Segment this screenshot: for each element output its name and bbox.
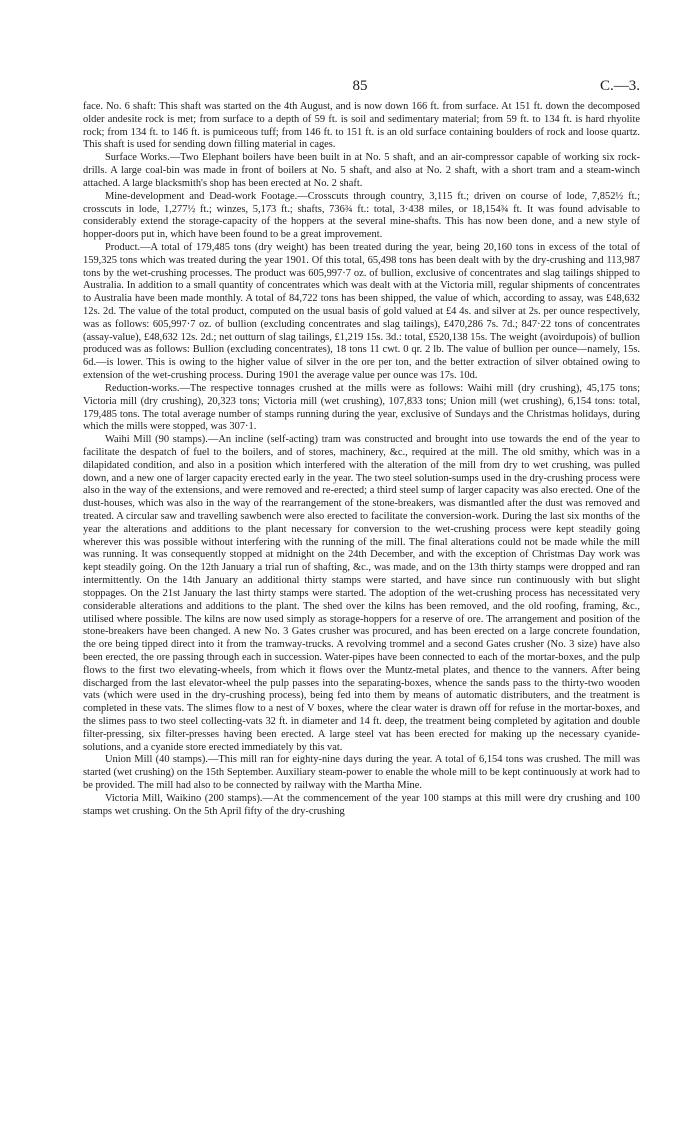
document-reference: C.—3. [599, 78, 640, 94]
paragraph-mine-development: Mine-development and Dead-work Footage.—Crosscuts through country, 3,115 ft.; driven on course of lode, 7,852½ ft.; crosscuts in lode, 1,277½ ft.; winzes, 5,173 ft.; shafts, 736¾ ft.: total, 3·438 miles, or 18,154¾ ft. It was found advisable to considerably extend the storage-capacity of the hoppers at the several mine-shafts. This has now been done, and a new style of hopper-doors put in, which have been found to be a great improvement. [83, 190, 640, 241]
paragraph-reduction-works: Reduction-works.—The respective tonnages crushed at the mills were as follows: Waihi mill (dry crushing), 45,175 tons; Victoria mill (dry crushing), 20,323 tons; Victoria mill (wet crushing), 107,833 tons; Union mill (wet crushing), 6,154 tons: total, 179,485 tons. The total average number of stamps running during the year, exclusive of Sundays and the Christmas holidays, during which the mills were stopped, was 307·1. [83, 382, 640, 433]
paragraph-union-mill: Union Mill (40 stamps).—This mill ran for eighty-nine days during the year. A total of 6,154 tons was crushed. The mill was started (wet crushing) on the 15th September. Auxiliary steam-power to enable the whole mill to be kept continuously at work had to be provided. The mill had also to be connected by railway with the Martha Mine. [83, 754, 640, 792]
paragraph-surface-works: Surface Works.—Two Elephant boilers have been built in at No. 5 shaft, and an air-compressor capable of working six rock-drills. A large coal-bin was made in front of boilers at No. 5 shaft, and also at No. 2 shaft, with a short tram and a steam-winch attached. A large blacksmith's shop has been erected at No. 2 shaft. [83, 152, 640, 189]
paragraph-shaft-no6: face. No. 6 shaft: This shaft was started on the 4th August, and is now down 166 ft. from surface. At 151 ft. down the decomposed older andesite rock is met; from surface to a depth of 59 ft. is soil and sedimentary material; from 59 ft. to 134 ft. is hard rhyolite rock; from 134 ft. to 146 ft. is pumiceous tuff; from 146 ft. to 151 ft. is an old surface containing boulders of rock and loose quartz. This shaft is used for sending down filling material in cages. [83, 101, 640, 151]
paragraph-waihi-mill: Waihi Mill (90 stamps).—An incline (self-acting) tram was constructed and brought into use towards the end of the year to facilitate the despatch of fuel to the boilers, and of stores, machinery, &c., required at the mill. The old smithy, which was in a dilapidated condition, and also in a position which interfered with the alteration of the mill from dry to wet crushing, was pulled down, and a new one of larger capacity erected early in the year. The two steel solution-sumps used in the dry-crushing process were also in the way of the extensions, and were removed and re-erected; a third steel sump of larger capacity was also erected. One of the dust-houses, which was also in the way of the rearrangement of the stone-breakers, was dismantled after the dust was removed and treated. A circular saw and travelling sawbench were also erected to facilitate the conversion-work. During the last six months of the year the alterations and additions to the plant necessary for conversion to the wet-crushing process were kept steadily going wherever this was possible without interfering with the running of the mill. The final alterations could not be made while the mill was running. It was consequently stopped at midnight on the 24th December, and with the exception of Christmas Day work was kept steadily going. On the 12th January a trial run of shafting, &c., was made, and on the 13th thirty stamps were dropped and ran intermittently. On the 14th January an additional thirty stamps were started, and have since run continuously with but slight stoppages. On the 21st January the last thirty stamps were started. The adoption of the wet-crushing process has necessitated very considerable alterations and additions to the plant. The shed over the kilns has been removed, and the old roofing, framing, &c., utilised where possible. The kilns are now used simply as storage-hoppers for a reserve of ore. The arrangement and position of the stone-breakers have been changed. A new No. 3 Gates crusher was procured, and has been erected on a large concrete foundation, the ore being tipped direct into it from the tramway-trucks. A revolving trommel and a second Gates crusher (No. 3 size) have also been erected, the ore passing through each in succession. Water-pipes have been connected to each of the mortar-boxes, and the pulp flows to the first two elevating-wheels, from which it flows over the Muntz-metal plates, and thence to the vanners. After being discharged from the last elevator-wheel the pulp passes into the separating-boxes, whence the sands pass to the thirty-two wooden vats (which were used in the dry-crushing process), being fed into them by means of automatic distributers, and the treatment is completed in these vats. The slimes flow to a nest of V boxes, where the clear water is drawn off for refuse in the mortar-boxes, and the slimes pass to two steel collecting-vats 32 ft. in diameter and 14 ft. deep, the treatment being completed by agitation and double filter-pressing, six filter-presses having been erected. A large steel vat has been erected for making up the necessary cyanide-solutions, and a cyanide store erected immediately by this vat. [83, 434, 640, 753]
paragraph-victoria-mill: Victoria Mill, Waikino (200 stamps).—At the commencement of the year 100 stamps at this mill were dry crushing and 100 stamps wet crushing. On the 5th April fifty of the dry-crushing [83, 792, 640, 817]
paragraph-product: Product.—A total of 179,485 tons (dry weight) has been treated during the year, being 20,160 tons in excess of the total of 159,325 tons which was treated during the year 1901. Of this total, 65,498 tons has been dealt with by the dry-crushing and 113,987 tons by the wet-crushing processes. The product was 605,997·7 oz. of bullion, exclusive of concentrates and slag tailings shipped to Australia. In addition to a small quantity of concentrates which was dealt with at the Victoria mill, regular shipments of concentrates to Australia have been made monthly. A total of 84,722 tons has been shipped, the value of which, according to assay, was £48,632 12s. 2d. The value of the total product, computed on the usual basis of gold valued at £4 4s. and silver at 2s. per ounce respectively, was as follows: 605,997·7 oz. of bullion (excluding concentrates and slag tailings), £470,286 7s. 7d.; 847·22 tons of concentrates (assay-value), £48,632 12s. 2d.; net outturn of slag tailings, £1,219 15s. 3d.: total, £520,138 15s. The weight (avoirdupois) of bullion produced was as follows: Bullion (excluding concentrates), 18 tons 11 cwt. 0 qr. 2 lb. The value of bullion per ounce—namely, 15s. 6d.—is lower. This is owing to the higher value of silver in the ore per ton, and the better extraction of silver obtained owing to extension of the wet-crushing process. During 1901 the average value per ounce was 17s. 10d. [83, 241, 640, 382]
page-header [80, 78, 640, 98]
page-number: 85 [352, 78, 368, 94]
body-text [83, 101, 640, 819]
